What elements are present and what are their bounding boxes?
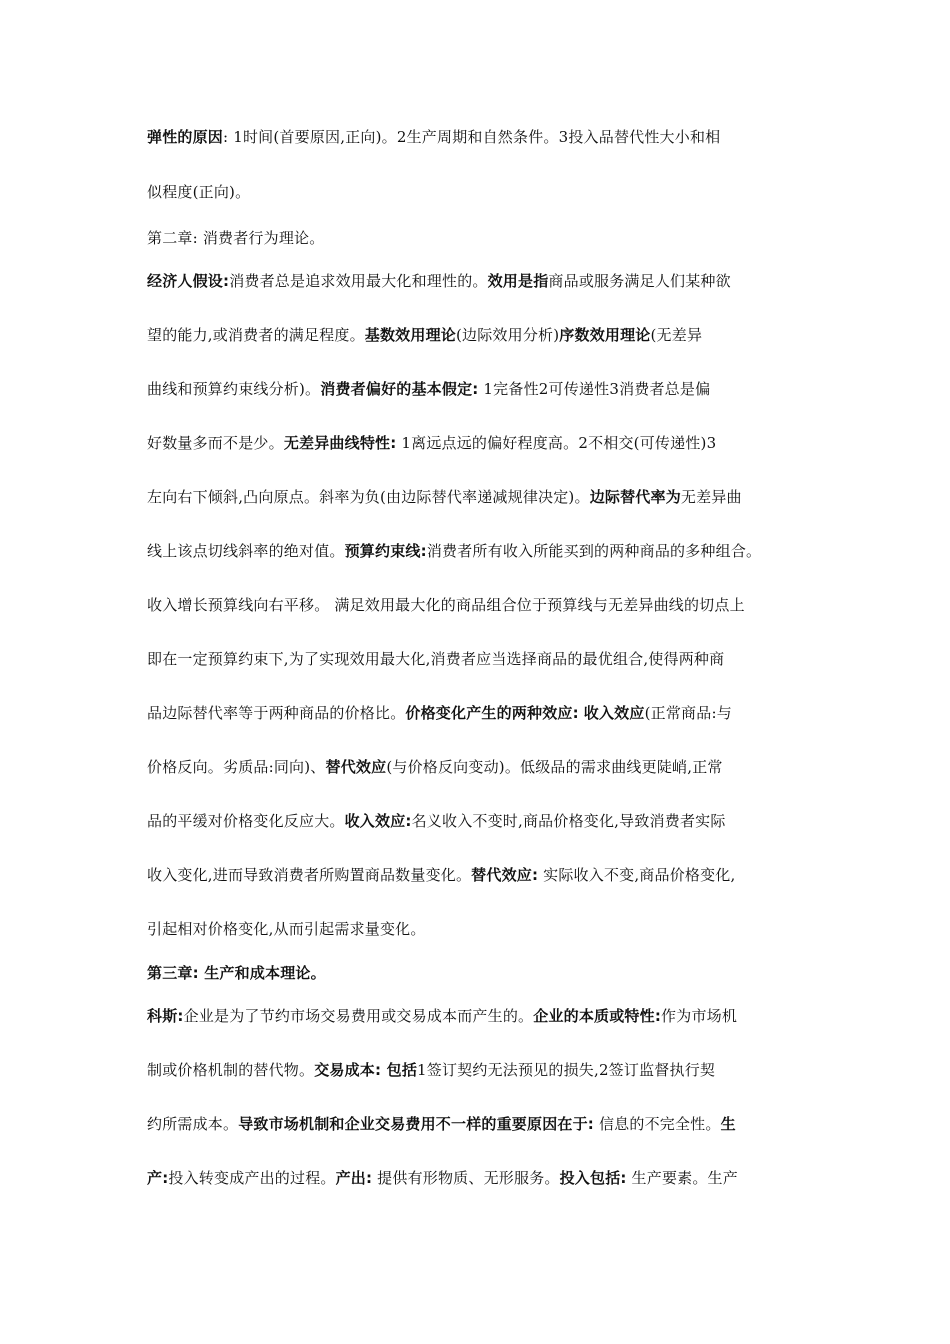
text-run: 消费者所有收入所能买到的两种商品的多种组合。 bbox=[426, 542, 762, 560]
text-run: 投入转变成产出的过程。 bbox=[168, 1169, 336, 1187]
text-line bbox=[147, 811, 827, 831]
text-line bbox=[147, 1114, 827, 1134]
text-line bbox=[147, 127, 827, 147]
text-run: 好数量多而不是少。 bbox=[147, 434, 284, 452]
bold-term: 弹性的原因 bbox=[147, 128, 224, 146]
text-run: 信息的不完全性。 bbox=[594, 1115, 721, 1133]
text-run: (正常商品:与 bbox=[644, 704, 732, 722]
text-line bbox=[147, 182, 827, 202]
text-run: 即在一定预算约束下,为了实现效用最大化,消费者应当选择商品的最优组合,使得两种商 bbox=[147, 650, 725, 668]
chapter-heading bbox=[147, 963, 827, 983]
text-line bbox=[147, 487, 827, 507]
text-run: 引起相对价格变化,从而引起需求量变化。 bbox=[147, 920, 426, 938]
text-run: 生产要素。生产 bbox=[626, 1169, 738, 1187]
text-run: 1签订契约无法预见的损失,2签订监督执行契 bbox=[417, 1061, 716, 1079]
bold-term: 生 bbox=[720, 1115, 736, 1133]
text-run: 左向右下倾斜,凸向原点。斜率为负(由边际替代率递减规律决定)。 bbox=[147, 488, 590, 506]
bold-term: 产: bbox=[147, 1169, 169, 1187]
text-run: 为了节约市场交易费用或交易成本而产生的。 bbox=[229, 1007, 534, 1025]
text-run: 价格反向。劣质品:同向)、 bbox=[147, 758, 326, 776]
text-run: 制或价格机制的替代物。 bbox=[147, 1061, 315, 1079]
text-run: 线上该点切线斜率的绝对值。 bbox=[147, 542, 345, 560]
text-line bbox=[147, 433, 827, 453]
text-run: 1完备性2可传递性3消费者总是偏 bbox=[478, 380, 711, 398]
bold-term: 序数效用理论 bbox=[559, 326, 651, 344]
bold-term: 效用是指 bbox=[487, 272, 549, 290]
text-run: 作为市场机 bbox=[661, 1007, 738, 1025]
text-run: 1离远点远的偏好程度高。2不相交(可传递性)3 bbox=[396, 434, 717, 452]
bold-term: 企业的本质或特性: bbox=[533, 1007, 662, 1025]
text-run: (边际效用分析) bbox=[455, 326, 560, 344]
text-line bbox=[147, 595, 827, 615]
text-line bbox=[147, 1006, 827, 1026]
bold-term: 投入包括: bbox=[559, 1169, 627, 1187]
bold-term: 无差异曲线特性: bbox=[283, 434, 397, 452]
bold-term: 预算约束线: bbox=[344, 542, 427, 560]
text-run: 提供有形物质、无形服务。 bbox=[372, 1169, 560, 1187]
bold-term: 价格变化产生的两种效应: bbox=[405, 704, 579, 722]
bold-term: 基数效用理论 bbox=[364, 326, 456, 344]
text-line bbox=[147, 1060, 827, 1080]
text-run: (与价格反向变动)。低级品的需求曲线更陡峭,正常 bbox=[386, 758, 723, 776]
text-line bbox=[147, 271, 827, 291]
text-line bbox=[147, 1168, 827, 1188]
bold-term: 产出: bbox=[335, 1169, 373, 1187]
text-line bbox=[147, 865, 827, 885]
text-run: 名义收入不变时,商品价格变化,导致消费者实际 bbox=[411, 812, 726, 830]
text-run: 第二章: 消费者行为理论。 bbox=[147, 229, 325, 247]
bold-term: 导致市场机制和企业交易费用不一样的重要原因在于: bbox=[238, 1115, 595, 1133]
bold-term: 经济人假设: bbox=[147, 272, 230, 290]
text-run: 品边际替代率等于两种商品的价格比。 bbox=[147, 704, 406, 722]
text-line bbox=[147, 919, 827, 939]
bold-term: 消费者偏好的基本假定: bbox=[320, 380, 479, 398]
bold-term: 替代效应 bbox=[325, 758, 387, 776]
bold-term: 收入效应 bbox=[583, 704, 645, 722]
text-run: 消费者总是追求效用最大化和理性的。 bbox=[229, 272, 488, 290]
text-line bbox=[147, 703, 827, 723]
chapter-heading bbox=[147, 228, 827, 248]
text-line bbox=[147, 379, 827, 399]
text-run: 无差异曲 bbox=[680, 488, 742, 506]
bold-term: 替代效应: bbox=[471, 866, 539, 884]
bold-term: 收入效应: bbox=[344, 812, 412, 830]
text-run: 商品或服务满足人们某种欲 bbox=[548, 272, 731, 290]
text-run: 品的平缓对价格变化反应大。 bbox=[147, 812, 345, 830]
text-run: 约所需成本。 bbox=[147, 1115, 239, 1133]
text-run: 收入增长预算线向右平移。 满足效用最大化的商品组合位于预算线与无差异曲线的切点上 bbox=[147, 596, 745, 614]
text-run: 实际收入不变,商品价格变化, bbox=[538, 866, 736, 884]
text-line bbox=[147, 757, 827, 777]
text-line bbox=[147, 325, 827, 345]
bold-term: 边际替代率为 bbox=[589, 488, 681, 506]
text-run: 企业是 bbox=[183, 1007, 230, 1025]
text-run: (无差异 bbox=[650, 326, 703, 344]
text-run: 望的能力,或消费者的满足程度。 bbox=[147, 326, 365, 344]
text-run: : 1时间(首要原因,正向)。2生产周期和自然条件。3投入品替代性大小和相 bbox=[223, 128, 721, 146]
text-run: 曲线和预算约束线分析)。 bbox=[147, 380, 321, 398]
bold-term: 科斯: bbox=[147, 1007, 184, 1025]
bold-term: 第三章: 生产和成本理论。 bbox=[147, 964, 326, 982]
text-line bbox=[147, 541, 827, 561]
text-line bbox=[147, 649, 827, 669]
text-run: 收入变化,进而导致消费者所购置商品数量变化。 bbox=[147, 866, 472, 884]
text-run: 似程度(正向)。 bbox=[147, 183, 251, 201]
bold-term: 交易成本: 包括 bbox=[314, 1061, 418, 1079]
